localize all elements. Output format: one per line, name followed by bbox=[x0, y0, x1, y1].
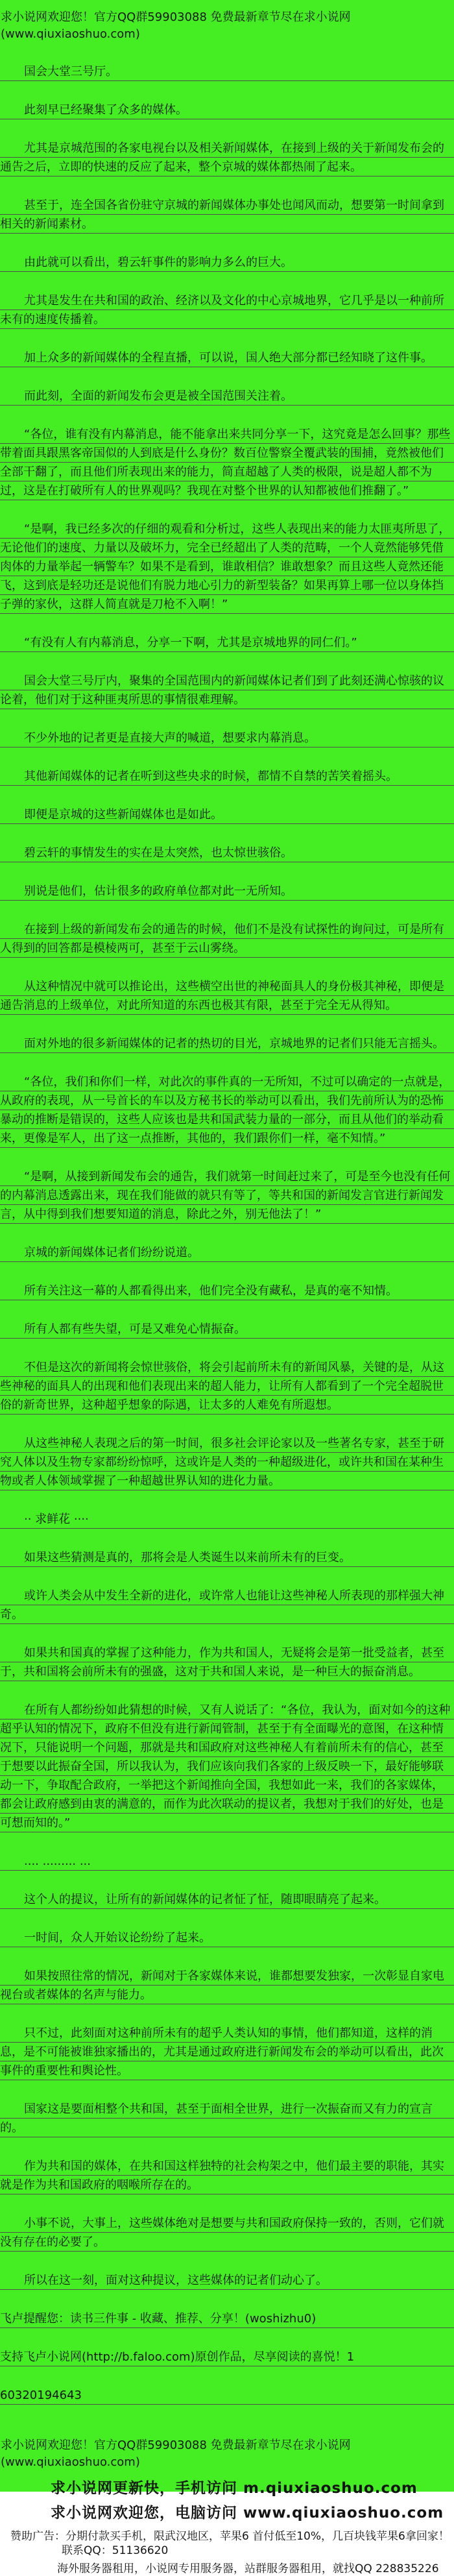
novel-paragraph: 国家这是要面相整个共和国，甚至于面相全世界，进行一次振奋而又有力的宣言的。 bbox=[0, 2100, 454, 2137]
novel-paragraph: 如果共和国真的掌握了这种能力，作为共和国人，无疑将会是第一批受益者，甚至于，共和国将会前所未有的强盛，这对于共和国人来说，是一种巨大的振奋消息。 bbox=[0, 1644, 454, 1681]
novel-paragraph: 一时间，众人开始议论纷纷了起来。 bbox=[0, 1928, 454, 1947]
novel-paragraph: 由此就可以看出，碧云轩事件的影响力多么的巨大。 bbox=[0, 253, 454, 272]
novel-paragraph: 小事不说，大事上，这些媒体绝对是想要与共和国政府保持一致的，否则，它们就没有存在的必要了。 bbox=[0, 2214, 454, 2252]
novel-paragraph: 这个人的提议，让所有的新闻媒体的记者怔了怔，随即眼睛亮了起来。 bbox=[0, 1890, 454, 1909]
novel-paragraph: 只不过，此刻面对这种前所未有的超乎人类认知的事情，他们都知道，这样的消息，是不可能被谁独家播出的，尤其是通过政府进行新闻发布会的举动可以看出，此次事件的重要性和舆论性。 bbox=[0, 2024, 454, 2080]
site-welcome-banner-bottom: 求小说网欢迎您！官方QQ群59903088 免费最新章节尽在求小说网(www.qiuxiaoshuo.com) bbox=[1, 2438, 351, 2469]
novel-paragraph: 别说是他们，估计很多的政府单位都对此一无所知。 bbox=[0, 882, 454, 901]
novel-paragraph: “是啊，从接到新闻发布会的通告，我们就第一时间赶过来了，可是至今也没有任何的内幕消息透露出来，现在我们能做的就只有等了，等共和国的新闻发言官进行新闻发言，从中得到我们想要知道的消息，除此之外，别无他法了！” bbox=[0, 1167, 454, 1224]
novel-paragraph: 国会大堂三号厅。 bbox=[0, 62, 454, 81]
novel-paragraph: 如果这些猜测是真的，那将会是人类诞生以来前所未有的巨变。 bbox=[0, 1548, 454, 1567]
novel-paragraph: 尤其是京城范围的各家电视台以及相关新闻媒体，在接到上级的关于新闻发布会的通告之后，立即的快速的反应了起来，整个京城的媒体都热闹了起来。 bbox=[0, 139, 454, 176]
novel-paragraph: 尤其是发生在共和国的政治、经济以及文化的中心京城地界，它几乎是以一种前所未有的速度传播着。 bbox=[0, 291, 454, 329]
novel-paragraph: 不少外地的记者更是直接大声的喊道，想要求内幕消息。 bbox=[0, 729, 454, 747]
novel-paragraph: 从这种情况中就可以推论出，这些横空出世的神秘面具人的身份极其神秘，即便是通告消息的上级单位，对此所知道的东西也极其有限，甚至于完全无从得知。 bbox=[0, 977, 454, 1015]
novel-paragraph: 而此刻，全面的新闻发布会更是被全国范围关注着。 bbox=[0, 387, 454, 406]
novel-paragraph: “是啊，我已经多次的仔细的观看和分析过，这些人表现出来的能力太匪夷所思了，无论他们的速度、力量以及破坏力，完全已经超出了人类的范畴，一个人竟然能够凭借肉体的力量举起一辆警车？如果不是看到，谁敢相信？谁敢想象？而且这些人竟然还能飞，这到底是轻功还是说他们有脱力地心引力的新型装备？如果再算上哪一位以身体挡子弹的家伙，这群人简直就是刀枪不入啊！” bbox=[0, 520, 454, 614]
sponsor-ad-contact-qq: 联系QQ：51136620 bbox=[62, 2544, 169, 2557]
novel-paragraph: 即便是京城的这些新闻媒体也是如此。 bbox=[0, 805, 454, 824]
site-welcome-banner-top: 求小说网欢迎您！官方QQ群59903088 免费最新章节尽在求小说网(www.qiuxiaoshuo.com) bbox=[1, 10, 351, 41]
sponsor-ad-server: 海外服务器租用，小说网专用服务器，站群服务器租用，就找QQ 228835226 bbox=[57, 2562, 439, 2575]
dots-separator-line: .... ......... ... bbox=[0, 1852, 454, 1871]
novel-paragraph: 国会大堂三号厅内，聚集的全国范围内的新闻媒体记者们到了此刻还满心惊骇的议论着，他们对于这种匪夷所思的事情很难理解。 bbox=[0, 672, 454, 709]
faloo-reminder-line: 飞卢提醒您：读书三件事 - 收藏、推荐、分享！(woshizhu0) bbox=[0, 2309, 454, 2328]
sponsor-ad-phone: 赞助广告：分期付款买手机，限武汉地区，苹果6 首付低至10%，几百块钱苹果6拿回家！ bbox=[10, 2530, 449, 2543]
novel-paragraph: 作为共和国的媒体，在共和国这样独特的社会构架之中，他们最主要的职能，其实就是作为共和国政府的咽喉所存在的。 bbox=[0, 2157, 454, 2194]
novel-paragraph: 从这些神秘人表现之后的第一时间，很多社会评论家以及一些著名专家，甚至于研究人体以及生物专家都纷纷惊呼，这或许是人类的一种超级进化，或许共和国在某种生物或者人体领域掌握了一种超越世界认知的进化力量。 bbox=[0, 1434, 454, 1490]
book-id-line: 60320194643 bbox=[0, 2386, 454, 2405]
novel-paragraph: “各位，我们和你们一样，对此次的事件真的一无所知，不过可以确定的一点就是，从政府的表现，从一号首长的车以及方秘书长的举动可以看出，我们先前所认为的恐怖暴动的推断是错误的，这些人应该也是共和国武装力量的一部分，而且从他们的举动看来，更像是军人，出了这一点推断，其他的，我们跟你们一样，毫不知情。” bbox=[0, 1073, 454, 1148]
novel-paragraph: 如果按照往常的情况，新闻对于各家媒体来说，谁都想要发独家，一次彰显自家电视台或者媒体的名声与能力。 bbox=[0, 1967, 454, 2004]
novel-paragraph: “各位，谁有没有内幕消息，能不能拿出来共同分享一下，这究竟是怎么回事？那些带着面具跟黑客帝国似的人到底是什么身份？数百位警察全覆武装的围捕，竟然被他们全部干翻了，而且他们所表现出来的能力，简直超越了人类的极限，说是超人都不为过，这是在打破所有人的世界观吗？我现在对整个世界的认知都被他们推翻了。” bbox=[0, 425, 454, 500]
novel-paragraph: 在所有人都纷纷如此猜想的时候，又有人说话了：“各位，我认为，面对如今的这种超乎认知的情况下，政府不但没有进行新闻管制，甚至于有全面曝光的意图，在这种情况下，只能说明一个问题，那就是共和国政府对这些神秘人有着前所未有的信心，甚至于想要以此振奋全国，所以我认为，我们应该向我们各家的上级反映一下，最好能够联动一下，争取配合政府，一举把这个新闻推向全国，我想如此一来，我们的各家媒体，都会让政府感到由衷的满意的，而作为此次联动的提议者，我想对于我们的好处，也是可想而知的。” bbox=[0, 1701, 454, 1832]
novel-paragraph: 或许人类会从中发生全新的进化，或许常人也能让这些神秘人所表现的那样强大神奇。 bbox=[0, 1586, 454, 1624]
novel-paragraph: 面对外地的很多新闻媒体的记者的热切的目光，京城地界的记者们只能无言摇头。 bbox=[0, 1034, 454, 1053]
pc-site-promo: 求小说网欢迎您，电脑访问 www.qiuxiaoshuo.com bbox=[51, 2505, 444, 2521]
novel-paragraph: “有没有人有内幕消息，分享一下啊，尤其是京城地界的同仁们。” bbox=[0, 633, 454, 652]
chapter-body bbox=[0, 62, 454, 2405]
novel-paragraph: 其他新闻媒体的记者在听到这些央求的时候，都情不自禁的苦笑着摇头。 bbox=[0, 767, 454, 786]
page-footer bbox=[0, 2437, 454, 2576]
novel-paragraph: 此刻早已经聚集了众多的媒体。 bbox=[0, 101, 454, 119]
novel-paragraph: 所有人都有些失望，可是又难免心情振奋。 bbox=[0, 1320, 454, 1339]
novel-paragraph: 所以在这一刻，面对这种提议，这些媒体的记者们动心了。 bbox=[0, 2271, 454, 2290]
novel-paragraph: 甚至于，连全国各省份驻守京城的新闻媒体办事处也闻风而动，想要第一时间拿到相关的新闻素材。 bbox=[0, 196, 454, 234]
novel-paragraph: 在接到上级的新闻发布会的通告的时候，他们不是没有试探性的询问过，可是所有人得到的回答都是模棱两可，甚至于云山雾绕。 bbox=[0, 920, 454, 958]
novel-paragraph: 不但是这次的新闻将会惊世骇俗，将会引起前所未有的新闻风暴，关键的是，从这些神秘的面具人的出现和他们表现出来的超人能力，让所有人都看到了一个完全超脱世俗的新奇世界，这种超乎想象的际遇，让太多的人难免有所遐想。 bbox=[0, 1358, 454, 1415]
novel-paragraph: 所有关注这一幕的人都看得出来，他们完全没有藏私，是真的毫不知情。 bbox=[0, 1282, 454, 1300]
novel-paragraph: 京城的新闻媒体记者们纷纷说道。 bbox=[0, 1243, 454, 1262]
novel-paragraph: 碧云轩的事情发生的实在是太突然，也太惊世骇俗。 bbox=[0, 844, 454, 862]
mobile-site-promo: 求小说网更新快，手机访问 m.qiuxiaoshuo.com bbox=[51, 2480, 418, 2497]
novel-paragraph: 加上众多的新闻媒体的全程直播，可以说，国人绝大部分都已经知晓了这件事。 bbox=[0, 348, 454, 367]
flower-request-line: ·· 求鲜花 ···· bbox=[0, 1510, 454, 1529]
faloo-support-line: 支持飞卢小说网(http://b.faloo.com)原创作品，尽享阅读的喜悦！1 bbox=[0, 2348, 454, 2366]
